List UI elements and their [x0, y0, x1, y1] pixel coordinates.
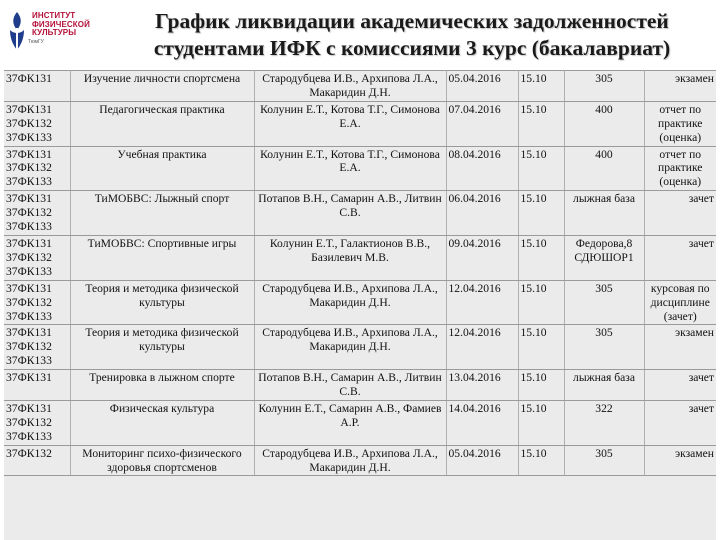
subject-cell: Физическая культура	[70, 400, 254, 445]
schedule-table-body	[4, 71, 716, 476]
logo-line: ФИЗИЧЕСКОЙ	[32, 19, 90, 29]
assessment-form-text: зачет	[688, 236, 714, 250]
commission-cell: Потапов В.Н., Самарин А.В., Литвин С.В.	[254, 370, 446, 401]
assessment-form-text: экзамен	[675, 326, 714, 340]
subject-cell: Теория и методика физической культуры	[70, 280, 254, 325]
assessment-form-cell	[644, 235, 716, 280]
time-cell: 15.10	[518, 325, 564, 370]
assessment-form-text: отчет по практике (оценка)	[658, 147, 703, 189]
location-cell: 305	[564, 71, 644, 102]
subject-cell: Изучение личности спортсмена	[70, 71, 254, 102]
location-cell: 305	[564, 280, 644, 325]
subject-cell: Учебная практика	[70, 146, 254, 191]
assessment-form-cell	[644, 445, 716, 476]
logo-subtext: ТюмГУ	[28, 38, 44, 45]
page-title	[112, 8, 712, 62]
logo-line: КУЛЬТУРЫ	[32, 28, 77, 37]
group-codes-cell: 37ФК131 37ФК132 37ФК133	[4, 325, 70, 370]
group-codes-cell: 37ФК131	[4, 71, 70, 102]
time-cell: 15.10	[518, 101, 564, 146]
group-codes-cell: 37ФК131 37ФК132 37ФК133	[4, 400, 70, 445]
subject-cell: Теория и методика физической культуры	[70, 325, 254, 370]
page-header	[0, 0, 720, 70]
subject-cell: Тренировка в лыжном спорте	[70, 370, 254, 401]
logo-text	[32, 12, 90, 38]
assessment-form-cell	[644, 191, 716, 236]
group-codes-cell: 37ФК131 37ФК132 37ФК133	[4, 101, 70, 146]
location-cell: лыжная база	[564, 191, 644, 236]
assessment-form-cell	[644, 101, 716, 146]
commission-cell: Колунин Е.Т., Самарин А.В., Фамиев А.Р.	[254, 400, 446, 445]
date-cell: 07.04.2016	[446, 101, 518, 146]
assessment-form-text: зачет	[688, 192, 714, 206]
commission-cell: Стародубцева И.В., Архипова Л.А., Макаридин Д.Н.	[254, 325, 446, 370]
commission-cell: Потапов В.Н., Самарин А.В., Литвин С.В.	[254, 191, 446, 236]
time-cell: 15.10	[518, 191, 564, 236]
location-cell: 322	[564, 400, 644, 445]
assessment-form-text: зачет	[688, 401, 714, 415]
table-row	[4, 101, 716, 146]
assessment-form-text: курсовая по дисциплине (зачет)	[650, 281, 710, 323]
assessment-form-cell	[644, 400, 716, 445]
title-line-2: студентами ИФК с комиссиями 3 курс (бакалавриат)	[153, 36, 671, 60]
commission-cell: Стародубцева И.В., Архипова Л.А., Макаридин Д.Н.	[254, 280, 446, 325]
date-cell: 05.04.2016	[446, 71, 518, 102]
date-cell: 13.04.2016	[446, 370, 518, 401]
time-cell: 15.10	[518, 71, 564, 102]
date-cell: 06.04.2016	[446, 191, 518, 236]
location-cell: лыжная база	[564, 370, 644, 401]
table-row	[4, 280, 716, 325]
date-cell: 14.04.2016	[446, 400, 518, 445]
group-codes-cell: 37ФК132	[4, 445, 70, 476]
location-cell: 400	[564, 146, 644, 191]
institute-logo	[6, 6, 106, 60]
institute-emblem-icon	[6, 10, 28, 52]
date-cell: 05.04.2016	[446, 445, 518, 476]
assessment-form-cell	[644, 370, 716, 401]
location-cell: 305	[564, 445, 644, 476]
logo-line: ИНСТИТУТ	[32, 11, 76, 20]
subject-cell: ТиМОБВС: Лыжный спорт	[70, 191, 254, 236]
commission-cell: Стародубцева И.В., Архипова Л.А., Макаридин Д.Н.	[254, 445, 446, 476]
date-cell: 12.04.2016	[446, 280, 518, 325]
table-row	[4, 146, 716, 191]
group-codes-cell: 37ФК131	[4, 370, 70, 401]
group-codes-cell: 37ФК131 37ФК132 37ФК133	[4, 191, 70, 236]
assessment-form-text: зачет	[688, 371, 714, 385]
assessment-form-text: экзамен	[675, 72, 714, 85]
date-cell: 08.04.2016	[446, 146, 518, 191]
table-row	[4, 445, 716, 476]
table-row	[4, 325, 716, 370]
subject-cell: Мониторинг психо-физического здоровья спортсменов	[70, 445, 254, 476]
group-codes-cell: 37ФК131 37ФК132 37ФК133	[4, 146, 70, 191]
time-cell: 15.10	[518, 280, 564, 325]
assessment-form-cell	[644, 71, 716, 102]
commission-cell: Колунин Е.Т., Галактионов В.В., Базилевич М.В.	[254, 235, 446, 280]
location-cell: 400	[564, 101, 644, 146]
time-cell: 15.10	[518, 235, 564, 280]
subject-cell: ТиМОБВС: Спортивные игры	[70, 235, 254, 280]
table-row	[4, 400, 716, 445]
assessment-form-text: экзамен	[675, 446, 714, 460]
table-row	[4, 191, 716, 236]
time-cell: 15.10	[518, 146, 564, 191]
assessment-form-cell	[644, 280, 716, 325]
location-cell: 305	[564, 325, 644, 370]
date-cell: 09.04.2016	[446, 235, 518, 280]
location-cell: Федорова,8 СДЮШОР1	[564, 235, 644, 280]
commission-cell: Стародубцева И.В., Архипова Л.А., Макаридин Д.Н.	[254, 71, 446, 102]
assessment-form-cell	[644, 146, 716, 191]
assessment-form-text: отчет по практике (оценка)	[658, 102, 703, 144]
table-row	[4, 370, 716, 401]
subject-cell: Педагогическая практика	[70, 101, 254, 146]
group-codes-cell: 37ФК131 37ФК132 37ФК133	[4, 235, 70, 280]
assessment-form-cell	[644, 325, 716, 370]
table-row	[4, 235, 716, 280]
time-cell: 15.10	[518, 370, 564, 401]
table-row	[4, 71, 716, 102]
group-codes-cell: 37ФК131 37ФК132 37ФК133	[4, 280, 70, 325]
title-line-1: График ликвидации академических задолженностей	[155, 9, 669, 33]
time-cell: 15.10	[518, 400, 564, 445]
time-cell: 15.10	[518, 445, 564, 476]
schedule-table	[4, 70, 716, 476]
date-cell: 12.04.2016	[446, 325, 518, 370]
commission-cell: Колунин Е.Т., Котова Т.Г., Симонова Е.А.	[254, 146, 446, 191]
commission-cell: Колунин Е.Т., Котова Т.Г., Симонова Е.А.	[254, 101, 446, 146]
schedule-table-container	[4, 70, 716, 540]
